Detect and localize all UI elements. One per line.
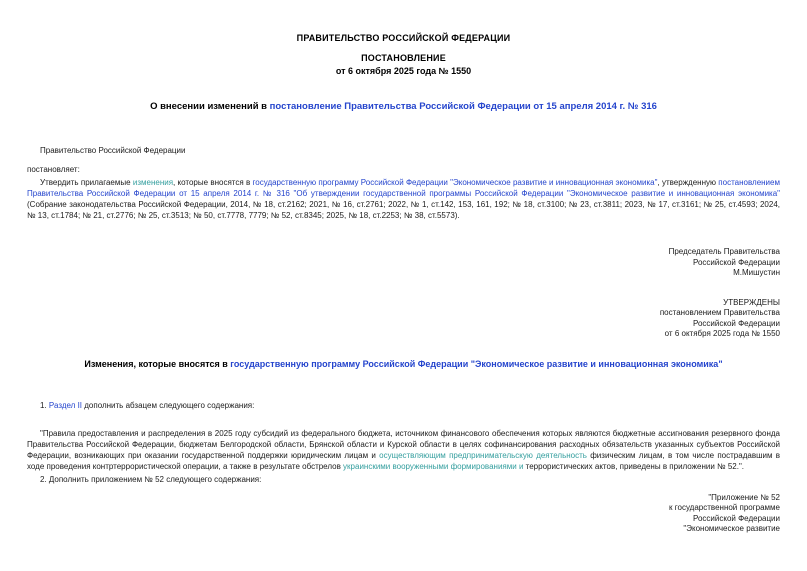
approved-block [27,298,780,340]
quote-text: террористических актов, приведены в приложении № 52.". [523,461,745,471]
item-text: дополнить абзацем следующего содержания: [82,400,255,410]
state-program-link[interactable]: государственную программу Российской Федерации "Экономическое развитие и инновационная экономика" [252,178,658,187]
changes-heading [27,359,780,370]
inserted-text-entrepreneurs: осуществляющим предпринимательскую деятельность [379,450,587,460]
appendix-program-line3: "Экономическое развитие [683,524,780,533]
paragraph-text: , которые вносятся в [173,178,253,187]
inserted-text-formations: украинскими вооруженными формированиями и [343,461,524,471]
document-date-number: от 6 октября 2025 года № 1550 [335,66,472,76]
approval-paragraph [27,177,780,221]
issuing-authority: ПРАВИТЕЛЬСТВО РОССИЙСКОЙ ФЕДЕРАЦИИ [296,33,511,43]
signer-name: М.Мишустин [733,268,780,277]
resolves-line: постановляет: [27,165,80,174]
quote-text: физическим лицам, в том числе пострадавшим в ходе проведения контртеррористической операции, а также в результате обстрелов [27,450,780,471]
appendix-number: "Приложение № 52 [708,492,780,502]
signer-post-line2: Российской Федерации [693,257,780,267]
paragraph-text: , утвержденную [657,178,719,187]
document-header [27,0,780,77]
section-link[interactable]: Раздел II [48,400,83,410]
changes-heading-program-link[interactable]: государственную программу Российской Федерации "Экономическое развитие и инновационная экономика" [230,358,723,369]
quoted-rules-paragraph [27,428,780,472]
signature-block [27,247,780,279]
appendix-program-line2: Российской Федерации [693,513,780,523]
approved-label: УТВЕРЖДЕНЫ [723,297,780,307]
paragraph-text: (Собрание законодательства Российской Федерации, 2014, № 18, ст.2162; 2021, № 16, ст.2761; 2022, № 1, ст.142, 153, 161, 192; № 18, ст.3100; № 23, ст.3811; 2023, № 17, ст.3161; № 25, ст.4593; 2024, № 13, ст.1784; № 21, ст.2776; № 25, ст.3513; № 50, ст.7778, 7779; № 52, ст.8345; 2025, № 18, ст.2253; № 38, ст.5573). [27,200,780,220]
title-text: О внесении изменений в [150,101,270,112]
inserted-text-changes: изменения [132,178,174,187]
appendix-program-line1: к государственной программе [669,503,780,512]
resolution-316-link[interactable]: постановлением Правительства Российской Федерации от 15 апреля 2014 г. № 316 "Об утверждении государственной программы Российской Федерации "Экономическое развитие и инновационная экономика" [27,178,780,198]
document-title [27,101,780,113]
paragraph-text: Утвердить прилагаемые [40,178,133,187]
amendment-item-1 [27,400,780,411]
approved-by-line1: постановлением Правительства [659,308,780,317]
changes-heading-text: Изменения, которые вносятся в [84,358,231,369]
item-number: 1. [40,400,49,410]
document-type: ПОСТАНОВЛЕНИЕ [361,53,446,63]
signer-post-line1: Председатель Правительства [668,247,780,256]
amendment-item-2: 2. Дополнить приложением № 52 следующего содержания: [40,474,262,484]
quote-text: "Правила предоставления и распределения в 2025 году субсидий из федерального бюджета, источником финансового обеспечения которых являются бюджетные ассигнования резервного фонда Правительства Российской Федерации, бюджетам Белгородской области, Брянской области и Курской области в целях софинансирования расходных обязательств указанных субъектов Российской Федерации, возникающих при оказании государственной поддержки юридическим лицам и [27,428,780,460]
intro-line: Правительство Российской Федерации [40,146,186,155]
approved-date-number: от 6 октября 2025 года № 1550 [664,329,780,338]
appendix-reference-block [27,493,780,535]
title-resolution-link[interactable]: постановление Правительства Российской Федерации от 15 апреля 2014 г. № 316 [269,101,657,112]
approved-by-line2: Российской Федерации [693,318,780,328]
